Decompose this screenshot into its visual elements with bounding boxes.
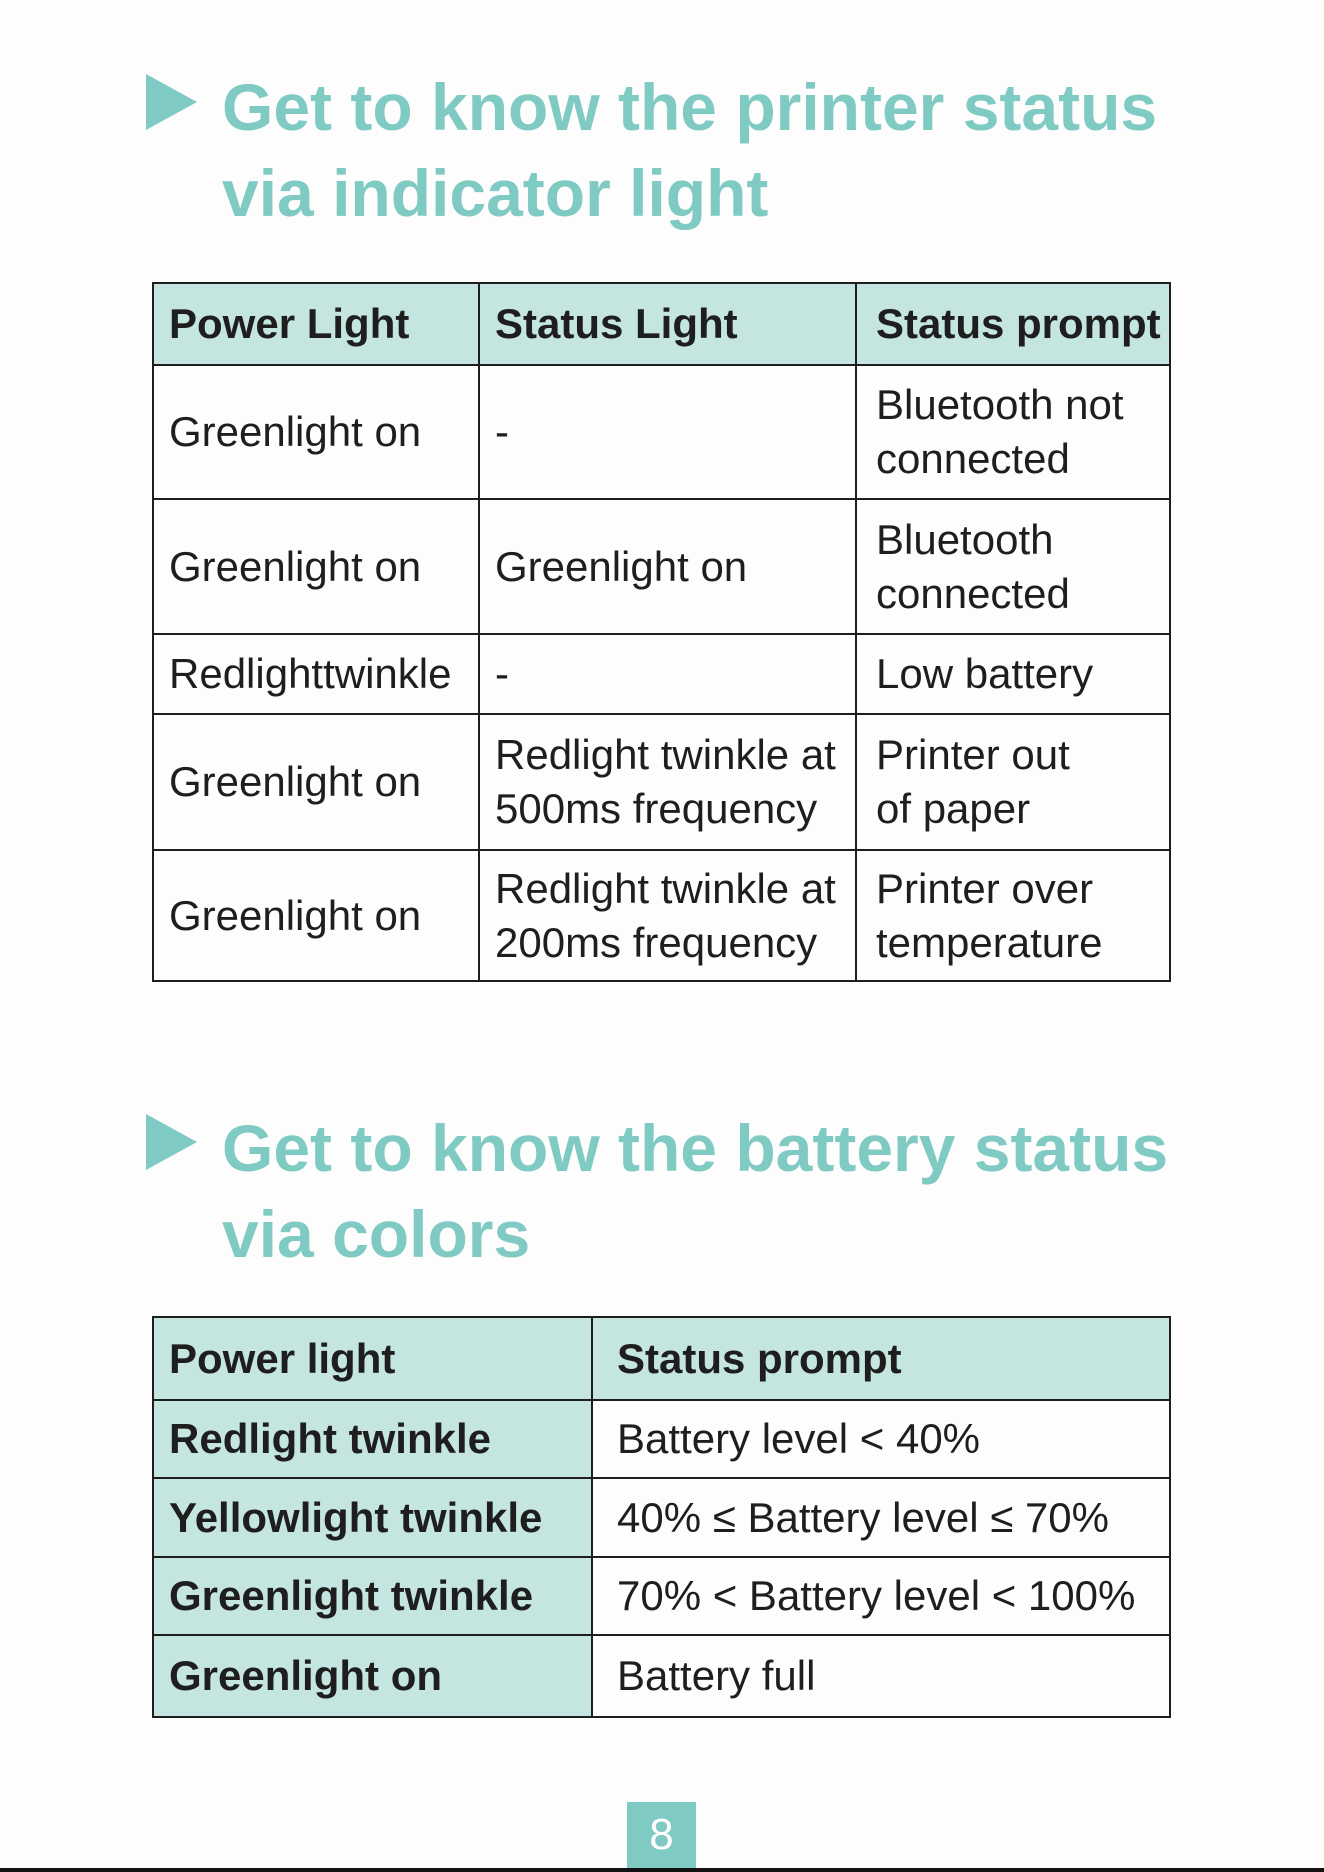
table-row [153,1400,1170,1478]
battery-status-heading [222,1105,1168,1277]
status-prompt-cell: Bluetooth not connected [856,365,1170,499]
power-light-cell: Redlight twinkle [153,1400,592,1478]
bottom-edge-line [0,1868,1324,1872]
table-row [153,1557,1170,1635]
status-light-cell: - [479,634,856,714]
printer-status-table [152,282,1171,982]
table-row [153,499,1170,634]
header-status-light: Status Light [479,283,856,365]
table-row [153,1635,1170,1717]
battery-status-table [152,1316,1171,1718]
power-light-cell: Greenlight on [153,365,479,499]
status-light-cell: Greenlight on [479,499,856,634]
status-prompt-cell: Battery full [592,1635,1170,1717]
heading-line: Get to know the battery status [222,1111,1169,1185]
status-prompt-cell: 40% ≤ Battery level ≤ 70% [592,1478,1170,1557]
header-status-prompt: Status prompt [856,283,1170,365]
status-prompt-cell: Low battery [856,634,1170,714]
power-light-cell: Greenlight on [153,1635,592,1717]
table-header-row [153,283,1170,365]
status-prompt-cell: Printer out of paper [856,714,1170,850]
heading-line: via indicator light [222,156,769,230]
status-prompt-cell: Bluetooth connected [856,499,1170,634]
status-light-cell: Redlight twinkle at 500ms frequency [479,714,856,850]
header-power-light: Power Light [153,283,479,365]
power-light-cell: Yellowlight twinkle [153,1478,592,1557]
table-row [153,1478,1170,1557]
header-power-light: Power light [153,1317,592,1400]
header-status-prompt: Status prompt [592,1317,1170,1400]
power-light-cell: Greenlight on [153,499,479,634]
table-row [153,365,1170,499]
table-header-row [153,1317,1170,1400]
table-row [153,850,1170,981]
status-light-cell: - [479,365,856,499]
power-light-cell: Greenlight twinkle [153,1557,592,1635]
printer-status-heading [222,64,1157,236]
status-prompt-cell: Printer over temperature [856,850,1170,981]
status-prompt-cell: 70% < Battery level < 100% [592,1557,1170,1635]
play-triangle-icon [146,74,197,130]
play-triangle-icon [146,1114,197,1170]
page-number-badge: 8 [627,1802,696,1868]
heading-line: Get to know the printer status [222,70,1158,144]
power-light-cell: Redlighttwinkle [153,634,479,714]
table-row [153,634,1170,714]
heading-line: via colors [222,1197,531,1271]
power-light-cell: Greenlight on [153,714,479,850]
power-light-cell: Greenlight on [153,850,479,981]
table-row [153,714,1170,850]
status-prompt-cell: Battery level < 40% [592,1400,1170,1478]
status-light-cell: Redlight twinkle at 200ms frequency [479,850,856,981]
